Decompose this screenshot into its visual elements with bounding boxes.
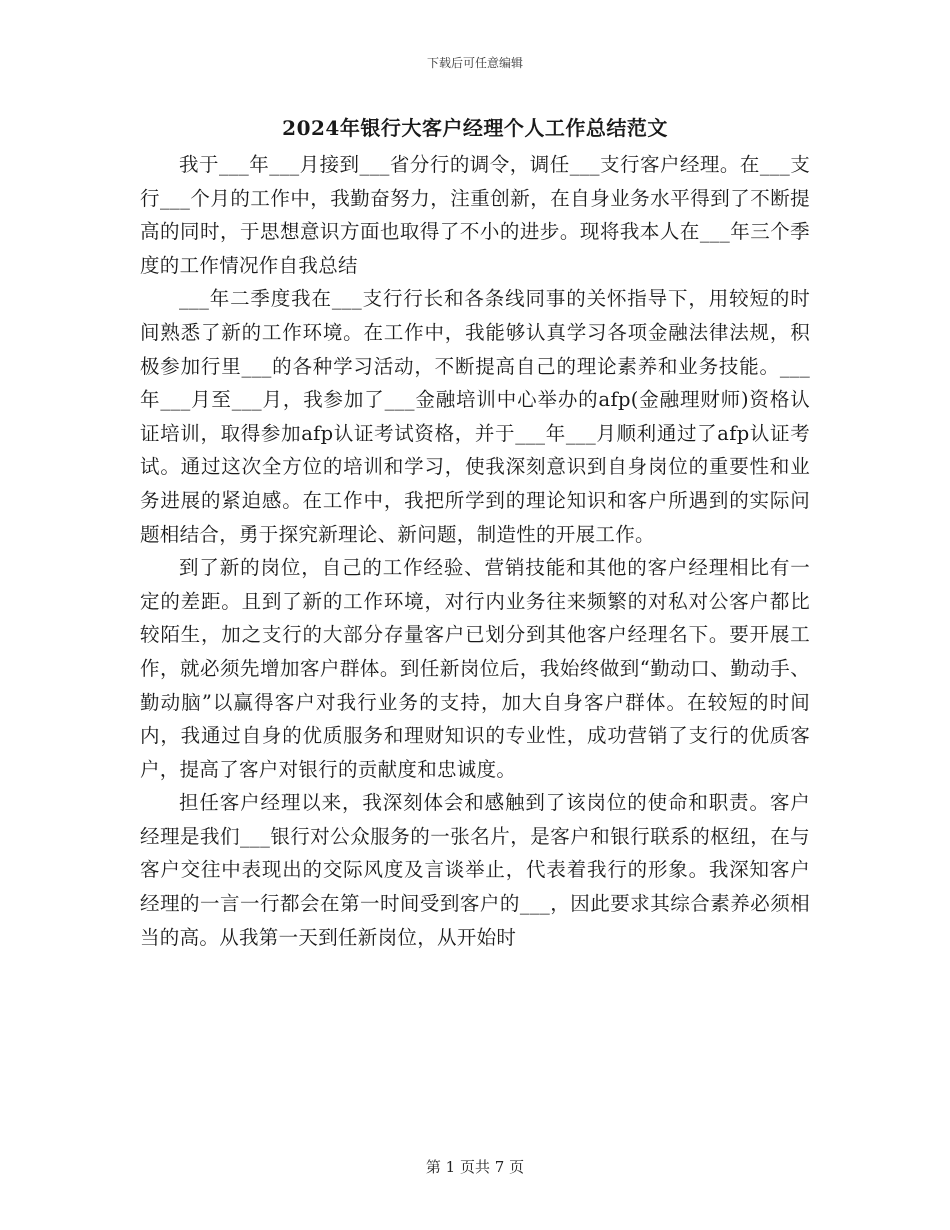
page-header: 下载后可任意编辑 — [426, 56, 523, 70]
paragraph-3: 到了新的岗位，自己的工作经验、营销技能和其他的客户经理相比有一定的差距。且到了新的工作环境，对行内业务往来频繁的对私对公客户都比较陌生，加之支行的大部分存量客户已划分到其他客户经理名下。要开展工作，就必须先增加客户群体。到任新岗位后，我始终做到“勤动口、勤动手、勤动脑”以赢得客户对我行业务的支持，加大自身客户群体。在较短的时间内，我通过自身的优质服务和理财知识的专业性，成功营销了支行的优质客户，提高了客户对银行的贡献度和忠诚度。 — [140, 556, 810, 781]
document-body — [140, 148, 810, 954]
paragraph-1: 我于___年___月接到___省分行的调令，调任___支行客户经理。在___支行___个月的工作中，我勤奋努力，注重创新，在自身业务水平得到了不断提高的同时，于思想意识方面也取得了不小的进步。现将我本人在___年三个季度的工作情况作自我总结 — [140, 153, 810, 277]
document-title: 2024年银行大客户经理个人工作总结范文 — [282, 116, 668, 140]
paragraph-2: ___年二季度我在___支行行长和各条线同事的关怀指导下，用较短的时间熟悉了新的工作环境。在工作中，我能够认真学习各项金融法律法规，积极参加行里___的各种学习活动，不断提高自己的理论素养和业务技能。___年___月至___月，我参加了___金融培训中心举办的afp(金融理财师)资格认证培训，取得参加afp认证考试资格，并于___年___月顺利通过了afp认证考试。通过这次全方位的培训和学习，使我深刻意识到自身岗位的重要性和业务进展的紧迫感。在工作中，我把所学到的理论知识和客户所遇到的实际问题相结合，勇于探究新理论、新问题，制造性的开展工作。 — [140, 287, 810, 546]
page-footer: 第 1 页共 7 页 — [425, 1158, 525, 1176]
paragraph-4: 担任客户经理以来，我深刻体会和感触到了该岗位的使命和职责。客户经理是我们___银行对公众服务的一张名片，是客户和银行联系的枢纽，在与客户交往中表现出的交际风度及言谈举止，代表着我行的形象。我深知客户经理的一言一行都会在第一时间受到客户的___，因此要求其综合素养必须相当的高。从我第一天到任新岗位，从开始时 — [140, 791, 810, 949]
